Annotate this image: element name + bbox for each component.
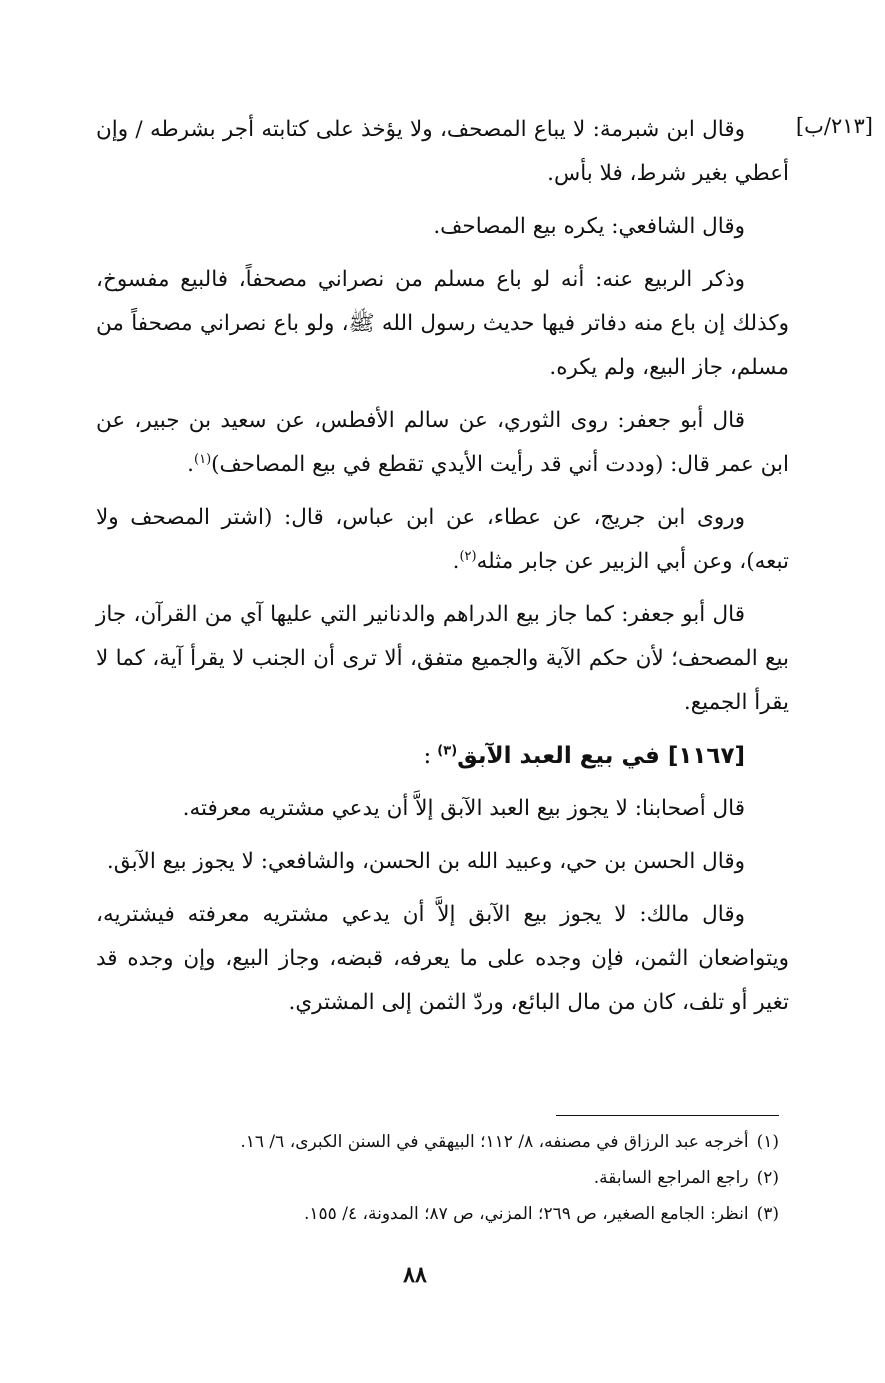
main-text bbox=[96, 108, 789, 1034]
paragraph-abu-jafar-thawri: قال أبو جعفر: روى الثوري، عن سالم الأفطس، عن سعيد بن جبير، عن ابن عمر قال: (وددت أني قد رأيت الأيدي تقطع في بيع المصاحف)$^{(١)}$. bbox=[96, 408, 789, 477]
paragraph-rabi: وذكر الربيع عنه: أنه لو باع مسلم من نصراني مصحفاً، فالبيع مفسوخ، وكذلك إن باع منه دفاتر فيها حديث رسول الله ﷺ، ولو باع نصراني مصحفاً من مسلم، جاز البيع، ولم يكره. bbox=[96, 267, 789, 380]
footnotes bbox=[96, 1124, 789, 1232]
footnote-number: (٣) bbox=[756, 1204, 779, 1224]
footnote-text: أخرجه عبد الرزاق في مصنفه، ٨/ ١١٢؛ البيهقي في السنن الكبرى، ٦/ ١٦. bbox=[240, 1132, 749, 1152]
footnote-ref: (١) bbox=[194, 451, 212, 467]
paragraph-ibn-shubruma: وقال ابن شبرمة: لا يباع المصحف، ولا يؤخذ على كتابته أجر بشرطه / وإن أعطي بغير شرط، فلا بأس. bbox=[96, 117, 789, 186]
paragraph-shafii: وقال الشافعي: يكره بيع المصاحف. bbox=[433, 214, 745, 239]
section-colon: : bbox=[423, 743, 432, 769]
manuscript-folio-marker: [٢١٣/ب] bbox=[795, 114, 873, 138]
paragraph-hasan-bin-hay: وقال الحسن بن حي، وعبيد الله بن الحسن، والشافعي: لا يجوز بيع الآبق. bbox=[106, 849, 745, 874]
section-heading bbox=[96, 734, 789, 778]
paragraph-ashabuna: قال أصحابنا: لا يجوز بيع العبد الآبق إلاَّ أن يدعي مشتريه معرفته. bbox=[182, 796, 745, 821]
footnote-number: (١) bbox=[756, 1132, 779, 1152]
footnote-item bbox=[96, 1124, 789, 1160]
paragraph-text: قال أبو جعفر: روى الثوري، عن سالم الأفطس، عن سعيد بن جبير، عن ابن عمر قال: (وددت أني قد رأيت الأيدي تقطع في بيع المصاحف) bbox=[96, 408, 789, 477]
paragraph-ibn-jurayj: وروى ابن جريج، عن عطاء، عن ابن عباس، قال: (اشتر المصحف ولا تبعه)، وعن أبي الزبير عن جابر مثله$^{(٢)}$. bbox=[96, 505, 789, 574]
paragraph-malik: وقال مالك: لا يجوز بيع الآبق إلاَّ أن يدعي مشتريه معرفته فيشتريه، ويتواضعان الثمن، فإن وجده على ما يعرفه، قبضه، وجاز البيع، وإن وجده قد تغير أو تلف، كان من مال البائع، وردّ الثمن إلى المشتري. bbox=[96, 902, 789, 1015]
paragraph-text: وروى ابن جريج، عن عطاء، عن ابن عباس، قال: (اشتر المصحف ولا تبعه)، وعن أبي الزبير عن جابر مثله bbox=[96, 505, 789, 574]
footnote-divider bbox=[556, 1115, 779, 1116]
section-number: [١١٦٧] bbox=[667, 743, 745, 769]
footnote-text: انظر: الجامع الصغير، ص ٢٦٩؛ المزني، ص ٨٧؛ المدونة، ٤/ ١٥٥. bbox=[303, 1204, 749, 1224]
footnote-number: (٢) bbox=[756, 1168, 779, 1188]
footnote-ref: (٢) bbox=[459, 548, 477, 564]
footnote-text: راجع المراجع السابقة. bbox=[593, 1168, 749, 1188]
footnote-item bbox=[96, 1196, 789, 1232]
page-number: ٨٨ bbox=[403, 1262, 427, 1288]
paragraph-abu-jafar-dirhams: قال أبو جعفر: كما جاز بيع الدراهم والدنانير التي عليها آي من القرآن، جاز بيع المصحف؛ لأن حكم الآية والجميع متفق، ألا ترى أن الجنب لا يقرأ آية، كما لا يقرأ الجميع. bbox=[96, 602, 789, 715]
section-title: في بيع العبد الآبق bbox=[457, 743, 660, 769]
footnote-ref: (٣) bbox=[437, 743, 458, 759]
footnote-item bbox=[96, 1160, 789, 1196]
